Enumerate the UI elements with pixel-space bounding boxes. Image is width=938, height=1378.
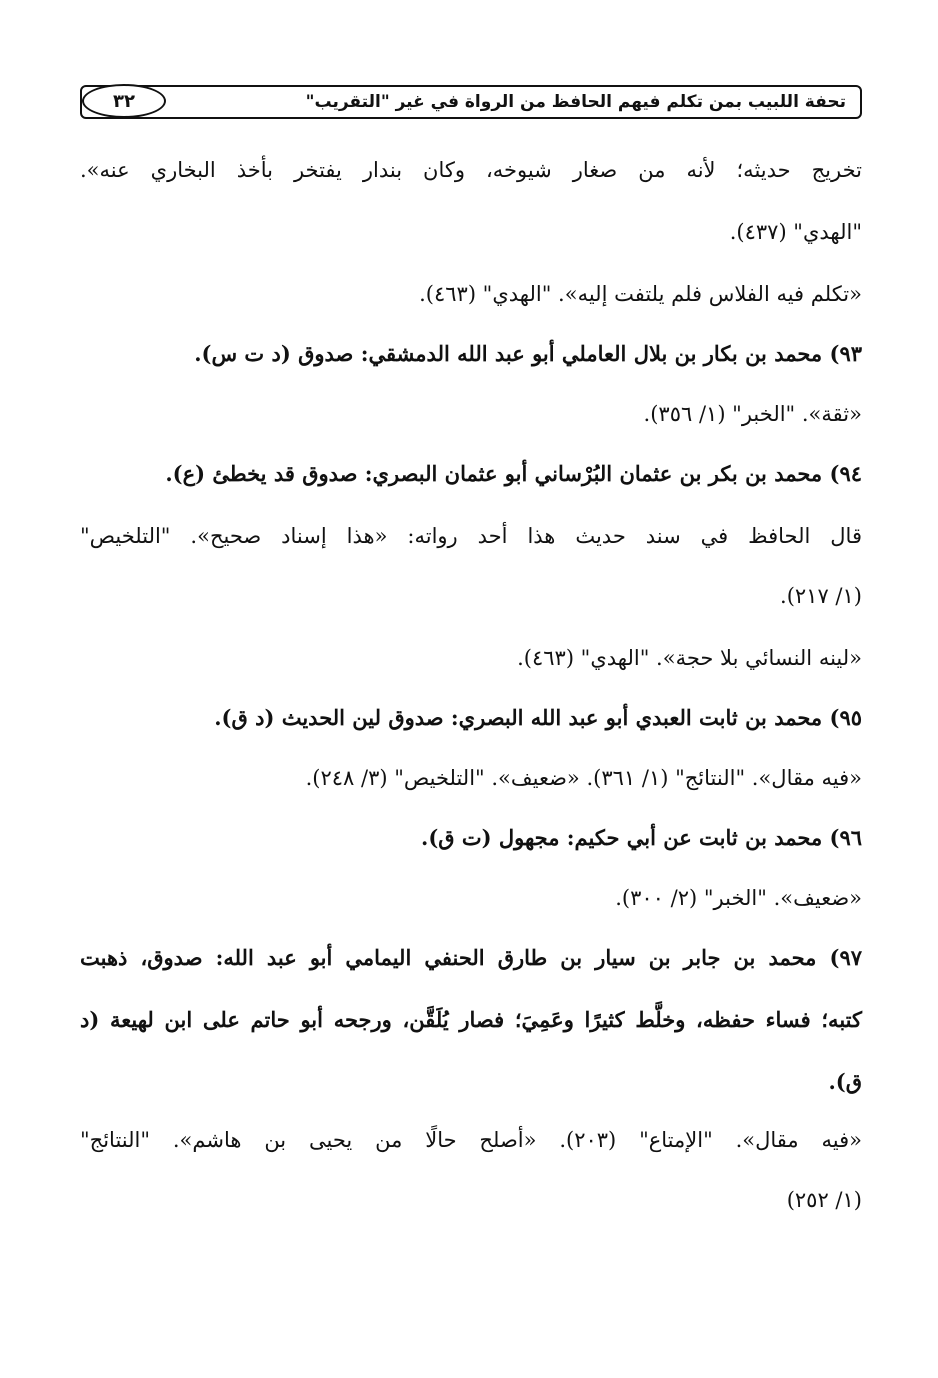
text-line: «لينه النسائي بلا حجة». "الهدي" (٤٦٣).	[517, 646, 862, 670]
text-line: «تكلم فيه الفلاس فلم يلتفت إليه». "الهدي" (٤٦٣).	[419, 282, 862, 306]
entry-96-heading: ٩٦) محمد بن ثابت عن أبي حكيم: مجهول (ت ق).	[421, 825, 862, 850]
text-line: «فيه مقال». "النتائج" (١/ ٣٦١). «ضعيف». "التلخيص" (٣/ ٢٤٨).	[305, 766, 862, 790]
text-line: «فيه مقال». "الإمتاع" (٢٠٣). «أصلح حالًا من يحيى بن هاشم». "النتائج"	[80, 1128, 862, 1152]
text-line: (١/ ٢٥٢)	[786, 1188, 862, 1212]
text-line: «ضعيف». "الخبر" (٢/ ٣٠٠).	[615, 886, 862, 910]
text-line: (١/ ٢١٧).	[780, 584, 862, 608]
page-number: ٣٢	[82, 84, 166, 118]
entry-97-end: ق).	[828, 1069, 862, 1094]
text-line: تخريج حديثه؛ لأنه من صغار شيوخه، وكان بندار يفتخر بأخذ البخاري عنه».	[80, 158, 862, 182]
entry-94-heading: ٩٤) محمد بن بكر بن عثمان البُرْساني أبو عثمان البصري: صدوق قد يخطئ (ع).	[165, 461, 862, 486]
text-line: "الهدي" (٤٣٧).	[729, 220, 862, 244]
text-line: «ثقة». "الخبر" (١/ ٣٥٦).	[643, 402, 862, 426]
text-line: قال الحافظ في سند حديث هذا أحد رواته: «هذا إسناد صحيح». "التلخيص"	[80, 524, 862, 548]
entry-97-heading: ٩٧) محمد بن جابر بن سيار بن طارق الحنفي اليمامي أبو عبد الله: صدوق، ذهبت	[80, 945, 862, 970]
entry-93-heading: ٩٣) محمد بن بكار بن بلال العاملي أبو عبد الله الدمشقي: صدوق (د ت س).	[194, 341, 862, 366]
running-header	[80, 85, 862, 119]
header-title: تحفة اللبيب بمن تكلم فيهم الحافظ من الرواة في غير "التقريب"	[305, 92, 846, 112]
entry-95-heading: ٩٥) محمد بن ثابت العبدي أبو عبد الله البصري: صدوق لين الحديث (د ق).	[214, 705, 862, 730]
entry-97-continued: كتبه؛ فساء حفظه، وخلَّط كثيرًا وعَمِيَ؛ فصار يُلَقَّن، ورجحه أبو حاتم على ابن لهيعة (د	[80, 1007, 862, 1032]
